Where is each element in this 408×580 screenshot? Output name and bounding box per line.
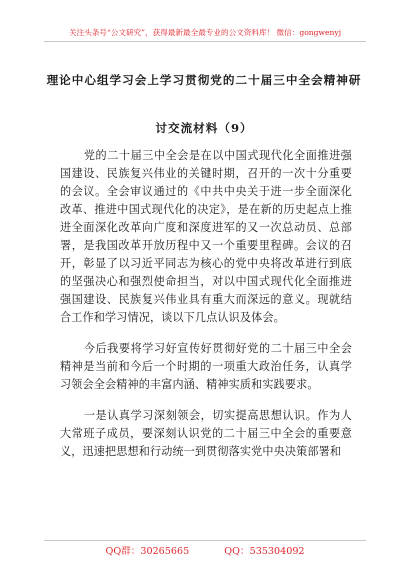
document-body (60, 147, 352, 474)
body-paragraph-1: 党的二十届三中全会是在以中国式现代化全面推进强国建设、民族复兴伟业的关键时期，召开的一次十分重要的会议。全会审议通过的《中共中央关于进一步全面深化改革、推进中国式现代化的决定》，是在新的历史起点上推进全面深化改革向广度和深度进军的又一次总动员、总部署，是我国改革开放历程中又一个重要里程碑。会议的召开，彰显了以习近平同志为核心的党中央将改革进行到底的坚强决心和强烈使命担当，对以中国式现代化全面推进强国建设、民族复兴伟业具有重大而深远的意义。现就结合工作和学习情况，谈以下几点认识及体会。 (60, 149, 352, 325)
body-paragraph-3: 一是认真学习深刻领会，切实提高思想认识。作为人大常班子成员，要深刻认识党的二十届三中全会的重要意义，迅速把思想和行动统一到贯彻落实党中央决策部署和 (60, 408, 352, 458)
document-title-line-1: 理论中心组学习会上学习贯彻党的二十届三中全会精神研 (46, 73, 362, 87)
footer-qq-group: QQ群：30265665 (105, 546, 190, 557)
footer-qq: QQ：535304092 (224, 546, 305, 557)
footer-contact (40, 543, 370, 557)
header-notice: 关注头条号“公文研究”，获得最新最全最专业的公文资料库！ 微信：gongwenyj (68, 28, 342, 37)
body-paragraph-2: 今后我要将学习好宣传好贯彻好党的二十届三中全会精神是当前和今后一个时期的一项重大政治任务，认真学习领会全会精神的丰富内涵、精神实质和实践要求。 (60, 342, 352, 392)
footer-divider (44, 540, 366, 541)
document-title-line-2: 讨交流材料（9） (155, 121, 253, 135)
header-divider (44, 41, 366, 42)
